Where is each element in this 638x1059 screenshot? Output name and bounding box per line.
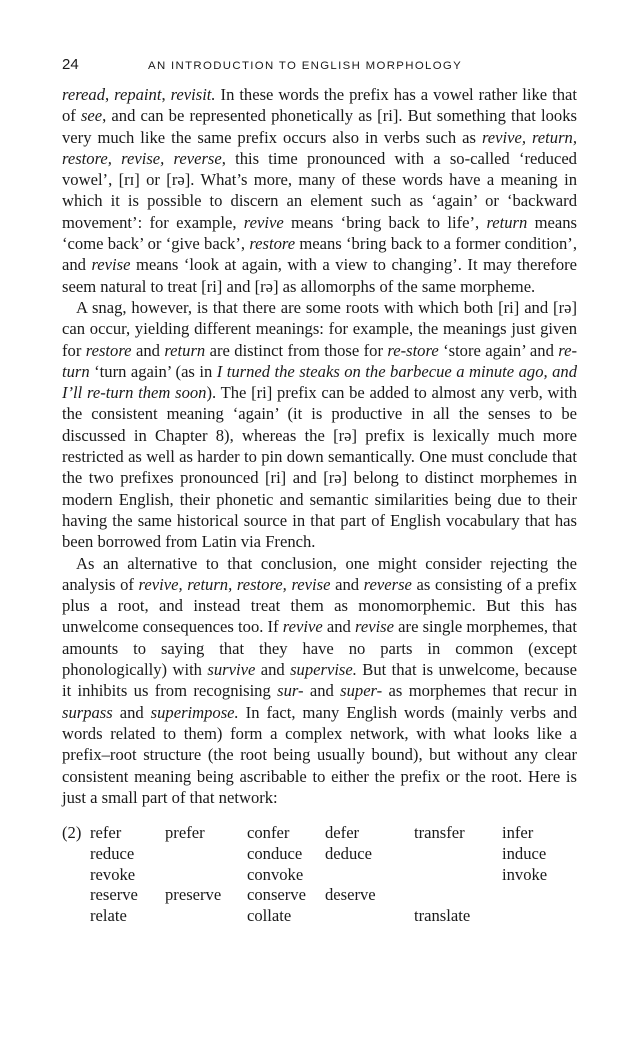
example-word (165, 844, 247, 865)
text-run: ‘turn again’ (as in (89, 361, 217, 381)
text-run: means ‘come back’ or ‘give back’, (62, 212, 577, 254)
example-word: conserve (247, 885, 306, 905)
italic-term: sur- (277, 681, 304, 701)
example-word: relate (90, 906, 127, 926)
text-run: and (330, 574, 364, 594)
example-2 (62, 823, 577, 927)
italic-term: repaint (114, 85, 162, 104)
example-word (325, 906, 414, 927)
example-word: preserve (165, 885, 222, 905)
italic-term: restore (249, 234, 296, 254)
italic-term: restore (85, 340, 132, 360)
text-run: , this time pronounced with a so-called ‘reduced vowel’, [rɪ] or [rə]. What’s more, many of these words have a meaning in which it is possible to discern an element such as ‘again’ or ‘backward movement’: for example, (62, 148, 577, 232)
italic-term: re-turn (62, 340, 578, 381)
example-word (414, 865, 502, 886)
example-word (325, 865, 414, 886)
text-run: are single morphemes, that amounts to saying that they have no parts in common (except phonologically) with (62, 617, 578, 680)
example-word (414, 844, 502, 865)
text-run: In fact, many English words (mainly verbs and words related to them) form a complex network, with what looks like a prefix–root structure (the root being usually bound), but without any clear consistent meaning being ascribable to either the prefix or the root. Here is just a small part of that network: (62, 702, 577, 807)
example-word: reduce (90, 843, 135, 863)
example-word: transfer (414, 823, 465, 843)
text-run: ‘store again’ and (438, 340, 559, 360)
paragraph (62, 84, 577, 297)
example-word: refer (90, 823, 122, 843)
example-word: translate (414, 906, 471, 926)
example-word (502, 906, 577, 927)
italic-term: return (164, 340, 206, 360)
italic-term: revise (355, 617, 395, 637)
running-head: AN INTRODUCTION TO ENGLISH MORPHOLOGY (148, 60, 463, 72)
example-word: collate (247, 906, 292, 926)
text-run: But that is unwelcome, because it inhibits us from recognising (62, 660, 577, 701)
example-word: revoke (90, 864, 136, 884)
example-word-table (90, 823, 577, 927)
italic-term: superimpose. (150, 702, 239, 722)
text-run: As an alternative to that conclusion, one might consider rejecting the analysis of (62, 553, 577, 594)
paragraph (62, 553, 577, 809)
text-run: and (322, 617, 355, 637)
book-page (62, 56, 577, 927)
text-run: A snag, however, is that there are some roots with which both [ri] and [rə] can occur, yielding different meanings: for example, the meanings just given for (62, 297, 577, 360)
italic-term: return (486, 212, 528, 232)
text-run: In these words the prefix has a vowel rather like that of (62, 85, 577, 126)
example-word: reserve (90, 885, 138, 905)
example-word: defer (325, 823, 360, 843)
italic-term: reverse (363, 574, 412, 594)
example-word: deserve (325, 885, 376, 905)
text-run: , and can be represented phonetically as [ri]. But something that looks very much like the same prefix occurs also in verbs such as (62, 106, 577, 147)
example-word: induce (502, 843, 547, 863)
example-word (165, 865, 247, 886)
italic-term: reread (62, 85, 106, 104)
example-word: deduce (325, 843, 372, 863)
text-run: means ‘look at again, with a view to changing’. It may therefore seem natural to treat [ri] and [rə] as allomorphs of the same morpheme. (62, 255, 578, 296)
text-run: and (303, 681, 341, 701)
text-run: as morphemes that recur in (382, 681, 577, 701)
italic-term: revisit. (170, 85, 216, 104)
example-number: (2) (62, 823, 82, 843)
example-word (502, 885, 577, 906)
italic-term: survive (207, 660, 256, 680)
example-word: confer (247, 823, 290, 843)
example-word (165, 906, 247, 927)
page-number: 24 (62, 56, 79, 73)
text-run: as consisting of a prefix plus a root, and instead treat them as monomorphemic. But this has unwelcome consequences too. If (62, 574, 577, 637)
body-text (62, 84, 577, 808)
italic-term: re-store (387, 340, 439, 360)
text-run: and (255, 660, 291, 680)
text-run: means ‘bring back to life’, (283, 212, 487, 232)
italic-term: revise (91, 255, 131, 275)
example-word (414, 885, 502, 906)
example-word: convoke (247, 864, 304, 884)
example-word: invoke (502, 864, 548, 884)
italic-term: revive (243, 212, 284, 232)
example-word: conduce (247, 843, 303, 863)
italic-term: revive, return, restore, revise, reverse (62, 127, 577, 168)
page-header (62, 56, 577, 82)
example-word: prefer (165, 823, 205, 843)
text-run: and (112, 702, 151, 722)
text-run: means ‘bring back to a former condition’, and (62, 234, 577, 275)
italic-term: super- (340, 681, 383, 701)
example-word: infer (502, 823, 534, 843)
text-run: ). The [ri] prefix can be added to almost any verb, with the consistent meaning ‘again’ (it is productive in all the senses to be discussed in Chapter 8), whereas the [rə] prefix is lexically much more restricted as well as harder to pin down semantically. One must conclude that the two prefixes pronounced [ri] and [rə] belong to distinct morphemes in modern English, their phonetic and semantic similarities being due to their having the same historical source in that part of English vocabulary that has been borrowed from Latin via French. (62, 383, 578, 552)
paragraph (62, 297, 577, 553)
text-run: , (161, 85, 171, 104)
text-run: are distinct from those for (205, 340, 388, 360)
italic-term: supervise. (290, 660, 357, 680)
text-run: and (131, 340, 165, 360)
italic-term: see (80, 106, 103, 126)
text-run: , (105, 85, 115, 104)
italic-term: revive (282, 617, 323, 637)
italic-term: I turned the steaks on the barbecue a minute ago, and I’ll re-turn them soon (62, 361, 577, 403)
italic-term: surpass (62, 702, 113, 722)
italic-term: revive, return, restore, revise (138, 574, 331, 594)
